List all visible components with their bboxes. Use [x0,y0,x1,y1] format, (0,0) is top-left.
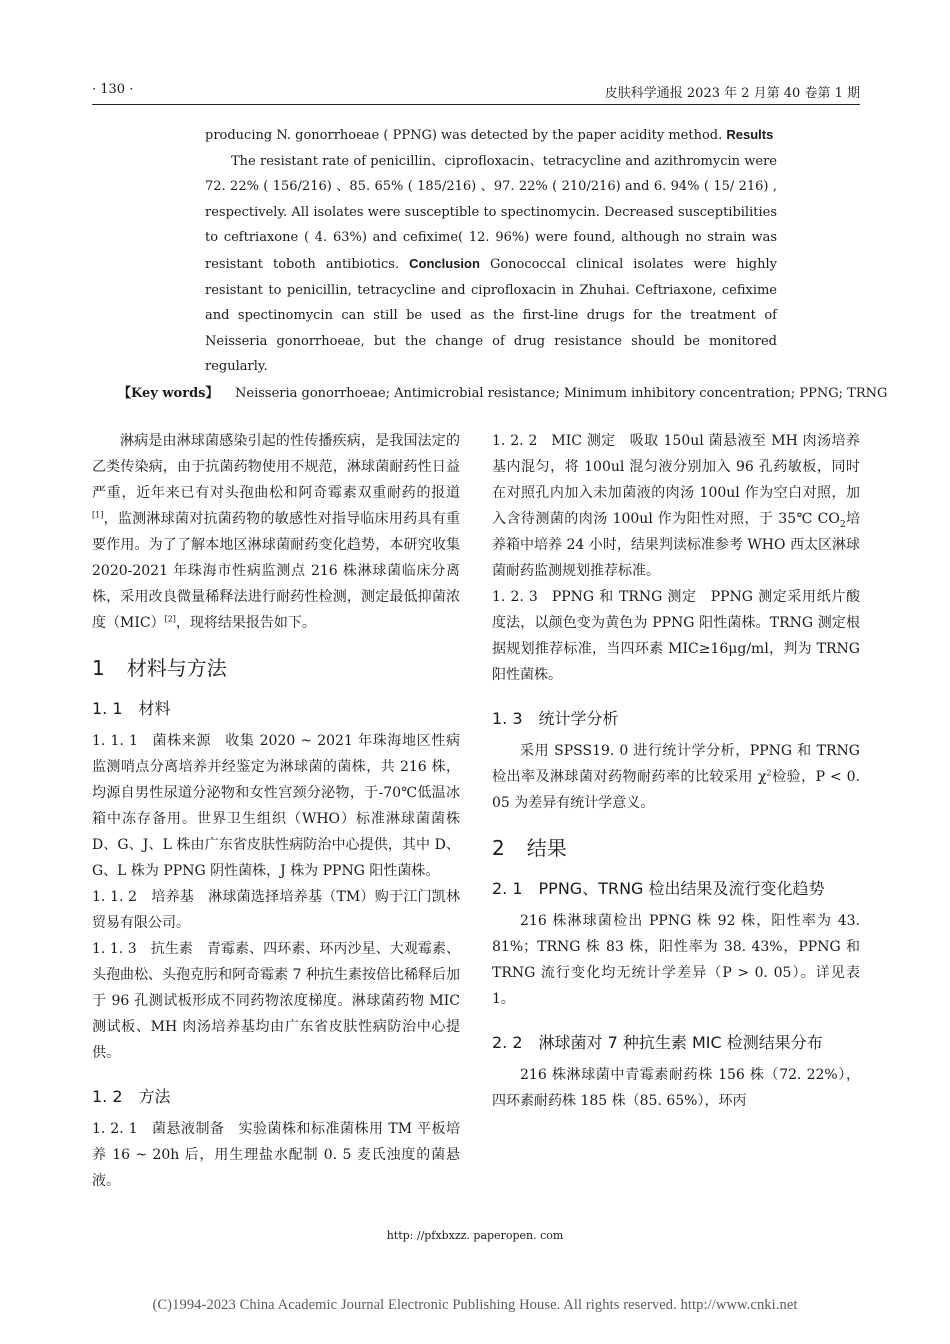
keywords-line [118,382,887,401]
section-2-heading: 2 结果 [492,836,567,860]
section-2-1-heading: 2. 1 PPNG、TRNG 检出结果及流行变化趋势 [492,879,825,898]
section-1-heading: 1 材料与方法 [92,656,227,680]
para-1-2-2: 1. 2. 2 MIC 测定 吸取 150ul 菌悬液至 MH 肉汤培养基内混匀，将 100ul 混匀液分别加入 96 孔药敏板，同时在对照孔内加入未加菌液的肉汤 100ul 作为空白对照，加入含待测菌的肉汤 100ul 作为阳性对照，于 35℃ $CO_2$培养箱中培养 24 小时，结果判读标准参考 WHO 西太区淋球菌耐药监测规划推荐标准。 [492,433,861,579]
para-1-1-3: 1. 1. 3 抗生素 青霉素、四环素、环丙沙星、大观霉素、头孢曲松、头孢克肟和阿奇霉素 7 种抗生素按倍比稀释后加于 96 孔测试板形成不同药物浓度梯度。淋球菌药物 MIC 测试板、MH 肉汤培养基均由广东省皮肤性病防治中心提供。 [92,941,461,1061]
intro-paragraph: 淋病是由淋球菌感染引起的性传播疾病，是我国法定的乙类传染病，由于抗菌药物使用不规范，淋球菌耐药性日益严重，近年来已有对头孢曲松和阿奇霉素双重耐药的报道[1]，监测淋球菌对抗菌药物的敏感性对指导临床用药具有重要作用。为了了解本地区淋球菌耐药变化趋势，本研究收集 2020-2021 年珠海市性病监测点 216 株淋球菌临床分离株，采用改良微量稀释法进行耐药性检测，测定最低抑菌浓度（MIC）[2]，现将结果报告如下。 [92,433,460,631]
results-label: Results [726,127,774,142]
para-1-2-1: 1. 2. 1 菌悬液制备 实验菌株和标准菌株用 TM 平板培养 16 ~ 20h 后，用生理盐水配制 0. 5 麦氏浊度的菌悬液。 [92,1121,461,1189]
abstract-results-text: The resistant rate of penicillin、ciprofloxacin、tetracycline and azithromycin were 72. 22% ( 156/216) 、85. 65% ( 185/216) 、97. 22% ( 210/216) and 6. 94% ( 15/ 216) , respectively. All isolates were susceptible to spectinomycin. Decreased susceptibilities to ceftriaxone ( 4. 63%) and cefixime( 12. 96%) were found, although no strain was resistant toboth antibiotics. Conclusion Gonococcal clinical isolates were highly resistant to penicillin, tetracycline and ciprofloxacin in Zhuhai. Ceftriaxone, cefixime and spectinomycin can still be used as the first-line drugs for the treatment of Neisseria gonorrhoeae, but the change of drug resistance should be monitored regularly. [205,153,777,375]
section-1-3-heading: 1. 3 统计学分析 [492,709,619,728]
keywords-label: 【Key words】 [118,386,219,401]
footer-url: http: //pfxbxzz. paperopen. com [386,1229,564,1242]
abstract-line-ppng: producing N. gonorrhoeae ( PPNG) was detected by the paper acidity method. Results [205,127,774,143]
para-1-1-1: 1. 1. 1 菌株来源 收集 2020 ~ 2021 年珠海地区性病监测哨点分离培养并经鉴定为淋球菌的菌株，共 216 株，均源自男性尿道分泌物和女性宫颈分泌物，于-70℃低温冰箱中冻存备用。世界卫生组织（WHO）标准淋球菌菌株 D、G、J、L 株由广东省皮肤性病防治中心提供，其中 D、G、L 株为 PPNG 阴性菌株，J 株为 PPNG 阳性菌株。 [92,733,460,879]
section-1-1-heading: 1. 1 材料 [92,699,171,718]
page-number: · 130 · [92,82,134,97]
keywords-text: Neisseria gonorrhoeae; Antimicrobial resistance; Minimum inhibitory concentration; PPNG; TRNG [235,386,888,401]
para-2-1: 216 株淋球菌检出 PPNG 株 92 株，阳性率为 43. 81%；TRNG 株 83 株，阳性率为 38. 43%，PPNG 和 TRNG 流行变化均无统计学差异（P > 0. 05）。详见表 1。 [492,913,860,1007]
abstract-conclusion-text: Gonococcal clinical isolates were highly resistant to penicillin, tetracycline and ciprofloxacin in Zhuhai. Ceftriaxone, cefixime and spectinomycin can still be used as the first-line drugs for the treatment of Neisseria gonorrhoeae, but the change of drug resistance should be monitored regularly. [205,256,777,375]
header-rule [92,104,860,105]
para-1-2-3: 1. 2. 3 PPNG 和 TRNG 测定 PPNG 测定采用纸片酸度法，以颜色变为黄色为 PPNG 阳性菌株。TRNG 测定根据规划推荐标准，当四环素 MIC≥16μg/ml，判为 TRNG 阳性菌株。 [492,589,860,683]
section-1-2-heading: 1. 2 方法 [92,1087,171,1106]
section-2-2-heading: 2. 2 淋球菌对 7 种抗生素 MIC 检测结果分布 [492,1033,823,1052]
citation-2[interactable]: [2] [164,614,176,624]
conclusion-label: Conclusion [409,255,480,271]
citation-1[interactable]: [1] [92,510,104,520]
cnki-copyright-watermark: (C)1994-2023 China Academic Journal Electronic Publishing House. All rights reserved. http://www.cnki.net [152,1297,798,1313]
para-1-1-2: 1. 1. 2 培养基 淋球菌选择培养基（TM）购于江门凯林贸易有限公司。 [92,889,461,931]
running-header-journal: 皮肤科学通报 2023 年 2 月第 40 卷第 1 期 [604,86,860,101]
para-1-3: 采用 SPSS19. 0 进行统计学分析，PPNG 和 TRNG 检出率及淋球菌对药物耐药率的比较采用 $\chi^2$检验，P < 0. 05 为差异有统计学意义。 [492,743,860,811]
right-column [492,428,860,1114]
english-abstract-continuation [205,122,777,380]
left-column [92,428,460,1194]
para-2-2: 216 株淋球菌中青霉素耐药株 156 株（72. 22%），四环素耐药株 185 株（85. 65%），环丙 [492,1067,860,1109]
